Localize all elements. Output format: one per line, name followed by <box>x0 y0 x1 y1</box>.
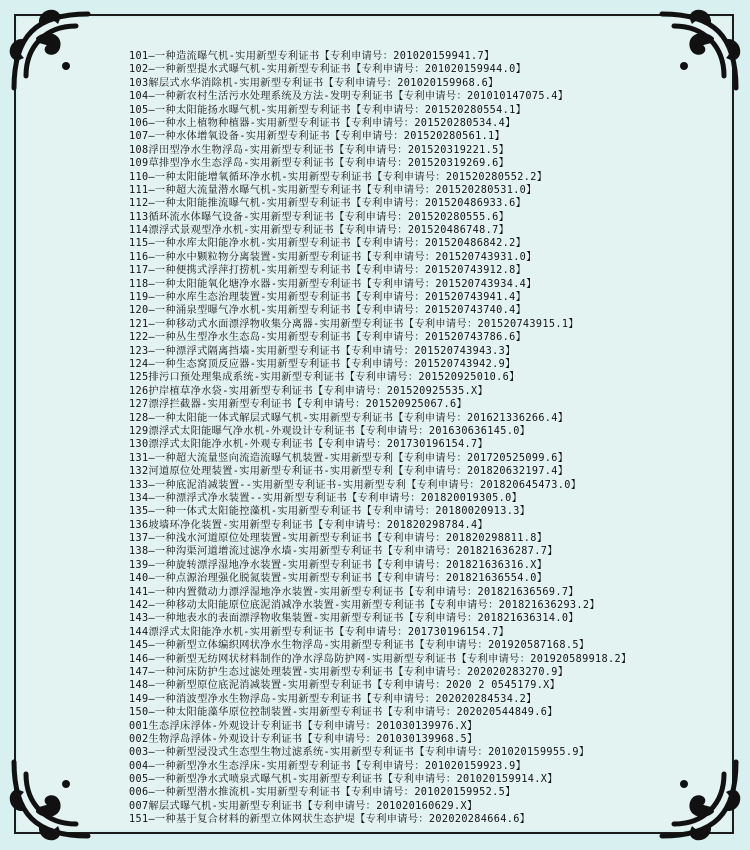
patent-list-item: 134—一种漂浮式净水装置--实用新型专利证书【专利申请号：201820019305.0】 <box>129 492 523 504</box>
patent-list-item: 114漂浮式景观型净水机-实用新型专利证书【专利申请号：201520486748.7】 <box>129 225 510 237</box>
patent-list-item: 138—一种沟渠河道增流过滤净水墙-实用新型专利证书【专利申请号：201821636287.7】 <box>129 546 558 558</box>
patent-list-item: 122—一种丛生型净水生态岛-实用新型专利证书【专利申请号：201520743786.6】 <box>129 332 527 344</box>
patent-list-item: 006—一种新型潜水推流机-实用新型专利证书【专利申请号：201020159952.5】 <box>129 787 516 799</box>
patent-list-item: 151—一种基于复合材料的新型立体网状生态护堤【专利申请号：202020284664.6】 <box>129 814 531 826</box>
patent-list-item: 139—一种旋转漂浮湿地净水装置-实用新型专利证书【专利申请号：201821636316.X】 <box>129 559 548 571</box>
patent-list-item: 004—一种新型净水生态浮床-实用新型专利证书【专利申请号：201020159923.9】 <box>129 760 527 772</box>
corner-ornament-top-left <box>6 6 96 96</box>
patent-list-item: 143—一种地表水的表面漂浮物收集装置-实用新型专利证书【专利申请号：201821636314.0】 <box>129 613 579 625</box>
patent-list-item: 137—一种浅水河道原位处理装置-实用新型专利证书【专利申请号：201820298811.8】 <box>129 533 548 545</box>
patent-list-item: 002生物浮岛浮体-外观设计专利证书【专利申请号：201030139968.5】 <box>129 733 478 745</box>
patent-list-item: 102—一种新型提水式曝气机-实用新型专利证书【专利申请号：201020159944.0】 <box>129 64 527 76</box>
patent-list-item: 124—一种生态窝顶反应器-实用新型专利证书【专利申请号：201520743942.9】 <box>129 358 516 370</box>
patent-list-item: 110—一种太阳能增氧循环净水机-实用新型专利证书【专利申请号：201520280552.2】 <box>129 171 548 183</box>
patent-list-item: 109草排型净水生态浮岛-实用新型专利证书【专利申请号：201520319269.6】 <box>129 158 510 170</box>
patent-list-item: 121—一种移动式水面漂浮物收集分离器-实用新型专利证书【专利申请号：201520743915.1】 <box>129 318 579 330</box>
patent-list-item: 005—一种新型净水式喷泉式曝气机-实用新型专利证书【专利申请号：201020159914.X】 <box>129 774 558 786</box>
patent-list-item: 132河道原位处理装置-实用新型专利证书-实用新型专利【专利申请号：201820632197.4】 <box>129 466 569 478</box>
patent-list-item: 103解层式水华消除机-实用新型专利证书【专利申请号：201020159968.6】 <box>129 77 499 89</box>
patent-list-item: 113循环流水体曝气设备-实用新型专利证书【专利申请号：201520280555.6】 <box>129 211 510 223</box>
patent-list-item: 112—一种太阳能推流曝气机-实用新型专利证书【专利申请号：201520486933.6】 <box>129 198 527 210</box>
patent-list-item: 136坡墙环净化装置-实用新型专利证书【专利申请号：201820298784.4】 <box>129 519 489 531</box>
patent-list-item: 101—一种造流曝气机-实用新型专利证书【专利申请号：201020159941.7】 <box>129 51 495 62</box>
patent-list-item: 150—一种太阳能藻华原位控制装置-实用新型专利证书【专利申请号：202020544849.6】 <box>129 707 558 719</box>
patent-list-item: 007解层式曝气机-实用新型专利证书【专利申请号：201020160629.X】 <box>129 800 478 812</box>
patent-list-item: 141—一种内置微动力漂浮湿地净水装置-实用新型专利证书【专利申请号：201821636569.7】 <box>129 586 579 598</box>
patent-list-item: 116—一种水中颗粒物分离装置-实用新型专利证书【专利申请号：201520743931.0】 <box>129 251 537 263</box>
patent-list-item: 117—一种便携式浮萍打捞机-实用新型专利证书【专利申请号：201520743912.8】 <box>129 265 527 277</box>
patent-list-item: 129漂浮式太阳能曝气净水机-外观设计专利证书【专利申请号：201630636145.0】 <box>129 425 531 437</box>
patent-list-item: 131—一种超大流量竖向流造流曝气机装置-实用新型专利【专利申请号：201720525099.6】 <box>129 452 569 464</box>
patent-list-item: 126护岸植草净水袋-实用新型专利证书【专利申请号：201520925535.X】 <box>129 385 489 397</box>
patent-list-item: 130漂浮式太阳能净水机-外观专利证书【专利申请号：201730196154.7】 <box>129 439 489 451</box>
patent-list-item: 127漂浮拦截器-实用新型专利证书【专利申请号：201520925067.6】 <box>129 399 467 411</box>
patent-list-item: 128—一种太阳能一体式解层式曝气机-实用新型专利证书【专利申请号：201621336266.4】 <box>129 412 569 424</box>
patent-list-item: 118—一种太阳能氧化塘净水器-实用新型专利证书【专利申请号：201520743934.4】 <box>129 278 537 290</box>
patent-list-item: 133—一种底泥消减装置--实用新型专利证书-实用新型专利【专利申请号：201820645473.0】 <box>129 479 582 491</box>
patent-list-item: 108浮田型净水生物浮岛-实用新型专利证书【专利申请号：201520319221.5】 <box>129 144 510 156</box>
patent-list-item: 146—一种新型无纺网状材料制作的净水浮岛防护网-实用新型专利证书【专利申请号：201920589918.2】 <box>129 653 632 665</box>
patent-list-item: 115—一种水库太阳能净水机-实用新型专利证书【专利申请号：201520486842.2】 <box>129 238 527 250</box>
patent-list-item: 145—一种新型立体编织网状净水生物浮岛-实用新型专利证书【专利申请号：201920587168.5】 <box>129 640 590 652</box>
patent-list-item: 123—一种漂浮式隔离挡墙-实用新型专利证书【专利申请号：201520743943.3】 <box>129 345 516 357</box>
patent-list-item: 125排污口预处理集成系统-实用新型专利证书【专利申请号：201520925010.6】 <box>129 372 520 384</box>
patent-list-item: 142—一种移动太阳能原位底泥消减净水装置-实用新型专利证书【专利申请号：201821636293.2】 <box>129 600 600 612</box>
patent-list-item: 001生态浮床浮体-外观设计专利证书【专利申请号：201030139976.X】 <box>129 720 478 732</box>
patent-list-item: 107—一种水体增氧设备-实用新型专利证书【专利申请号：201520280561.1】 <box>129 131 506 143</box>
patent-list-item: 149—一种消波型净水生物浮岛-实用新型专利证书【专利申请号：202020284534.2】 <box>129 693 537 705</box>
patent-list-item: 119—一种水库生态治理装置-实用新型专利证书【专利申请号：201520743941.4】 <box>129 292 527 304</box>
patent-list-item: 120—一种涌泉型曝气净水机-实用新型专利证书【专利申请号：201520743740.4】 <box>129 305 527 317</box>
patent-list-item: 144漂浮式太阳能净水机-实用新型专利证书【专利申请号：201730196154.7】 <box>129 626 510 638</box>
patent-list-item: 003—一种新型浸没式生态型生物过滤系统-实用新型专利证书【专利申请号：201020159955.9】 <box>129 747 590 759</box>
patent-list-item: 148—一种新型原位底泥消减装置-实用新型专利证书【专利申请号：2020 2 0545179.X】 <box>129 680 561 692</box>
corner-ornament-bottom-left <box>6 754 96 844</box>
patent-list-item: 135—一种一体式太阳能控藻机-实用新型专利证书【专利申请号：20180020913.3】 <box>129 506 531 518</box>
patent-list <box>129 50 729 827</box>
patent-list-item: 105—一种太阳能扬水曝气机-实用新型专利证书【专利申请号：201520280554.1】 <box>129 104 527 116</box>
patent-list-item: 147—一种河床防护生态过滤处理装置-实用新型专利证书【专利申请号：202020283270.9】 <box>129 666 569 678</box>
patent-list-item: 104—一种新农村生活污水处理系统及方法-发明专利证书【专利申请号：201010147075.4】 <box>129 91 569 103</box>
patent-list-item: 106—一种水上植物种植器-实用新型专利证书【专利申请号：201520280534.4】 <box>129 117 516 129</box>
patent-list-item: 140—一种点源治理强化脱氮装置-实用新型专利证书【专利申请号：201821636554.0】 <box>129 573 548 585</box>
patent-list-item: 111—一种超大流量潜水曝气机-实用新型专利证书【专利申请号：201520280531.0】 <box>129 184 537 196</box>
